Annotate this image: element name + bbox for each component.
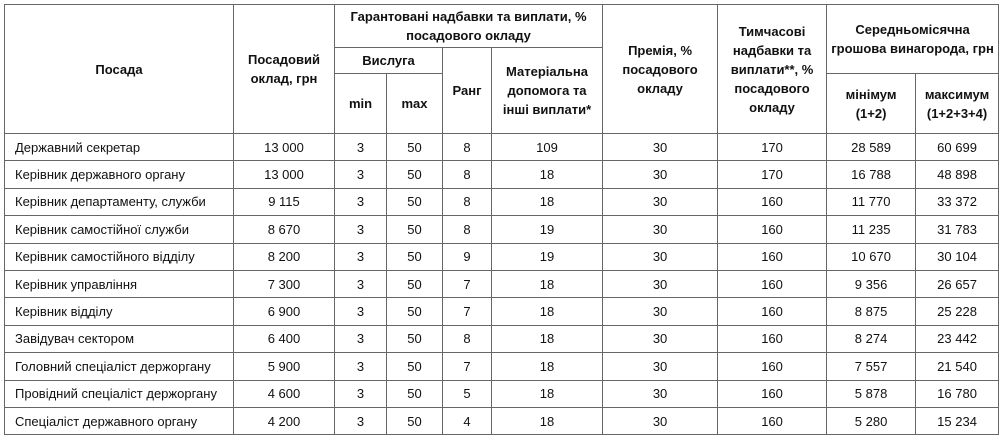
- cell-temp: 160: [718, 380, 827, 407]
- header-rank: Ранг: [443, 48, 492, 134]
- cell-position: Завідувач сектором: [5, 325, 234, 352]
- table-row: [5, 270, 999, 297]
- table-row: [5, 188, 999, 215]
- cell-max: 50: [387, 270, 443, 297]
- cell-rank: 8: [443, 188, 492, 215]
- cell-min: 3: [335, 353, 387, 380]
- cell-avg-max: 33 372: [916, 188, 999, 215]
- cell-position: Провідний спеціаліст держоргану: [5, 380, 234, 407]
- table-row: [5, 134, 999, 161]
- cell-avg-max: 60 699: [916, 134, 999, 161]
- cell-bonus: 30: [603, 325, 718, 352]
- cell-bonus: 30: [603, 161, 718, 188]
- cell-avg-max: 15 234: [916, 407, 999, 434]
- cell-aid: 19: [492, 243, 603, 270]
- cell-rank: 4: [443, 407, 492, 434]
- table-row: [5, 353, 999, 380]
- cell-salary: 4 200: [234, 407, 335, 434]
- cell-temp: 160: [718, 243, 827, 270]
- table-row: [5, 243, 999, 270]
- cell-salary: 5 900: [234, 353, 335, 380]
- cell-min: 3: [335, 216, 387, 243]
- cell-salary: 6 400: [234, 325, 335, 352]
- cell-rank: 9: [443, 243, 492, 270]
- header-guaranteed: Гарантовані надбавки та виплати, % посадового окладу: [335, 5, 603, 48]
- cell-avg-min: 28 589: [827, 134, 916, 161]
- header-bonus: Премія, % посадового окладу: [603, 5, 718, 134]
- table-header: [5, 5, 999, 134]
- cell-temp: 160: [718, 188, 827, 215]
- cell-position: Спеціаліст державного органу: [5, 407, 234, 434]
- cell-temp: 170: [718, 161, 827, 188]
- cell-position: Державний секретар: [5, 134, 234, 161]
- cell-position: Керівник самостійного відділу: [5, 243, 234, 270]
- cell-bonus: 30: [603, 188, 718, 215]
- cell-aid: 18: [492, 325, 603, 352]
- cell-avg-max: 48 898: [916, 161, 999, 188]
- cell-bonus: 30: [603, 216, 718, 243]
- header-temporary: Тимчасові надбавки та виплати**, % посадового окладу: [718, 5, 827, 134]
- cell-salary: 13 000: [234, 161, 335, 188]
- cell-avg-min: 8 274: [827, 325, 916, 352]
- cell-rank: 5: [443, 380, 492, 407]
- table-row: [5, 161, 999, 188]
- cell-temp: 160: [718, 298, 827, 325]
- cell-avg-max: 23 442: [916, 325, 999, 352]
- table-row: [5, 298, 999, 325]
- cell-aid: 109: [492, 134, 603, 161]
- cell-salary: 8 670: [234, 216, 335, 243]
- table-row: [5, 325, 999, 352]
- cell-temp: 160: [718, 353, 827, 380]
- cell-avg-min: 8 875: [827, 298, 916, 325]
- cell-aid: 18: [492, 380, 603, 407]
- cell-temp: 160: [718, 407, 827, 434]
- cell-min: 3: [335, 161, 387, 188]
- cell-aid: 18: [492, 353, 603, 380]
- table-row: [5, 407, 999, 434]
- cell-avg-max: 21 540: [916, 353, 999, 380]
- cell-salary: 9 115: [234, 188, 335, 215]
- cell-max: 50: [387, 353, 443, 380]
- cell-avg-min: 5 878: [827, 380, 916, 407]
- cell-min: 3: [335, 134, 387, 161]
- cell-max: 50: [387, 243, 443, 270]
- cell-avg-min: 11 770: [827, 188, 916, 215]
- cell-min: 3: [335, 270, 387, 297]
- cell-temp: 160: [718, 325, 827, 352]
- cell-bonus: 30: [603, 270, 718, 297]
- header-maximum: максимум (1+2+3+4): [916, 74, 999, 134]
- cell-avg-max: 25 228: [916, 298, 999, 325]
- cell-salary: 8 200: [234, 243, 335, 270]
- table-body: [5, 134, 999, 435]
- cell-aid: 18: [492, 188, 603, 215]
- cell-salary: 4 600: [234, 380, 335, 407]
- cell-avg-min: 7 557: [827, 353, 916, 380]
- cell-position: Керівник державного органу: [5, 161, 234, 188]
- cell-min: 3: [335, 380, 387, 407]
- table-row: [5, 216, 999, 243]
- cell-salary: 6 900: [234, 298, 335, 325]
- cell-aid: 18: [492, 298, 603, 325]
- cell-salary: 13 000: [234, 134, 335, 161]
- cell-avg-max: 30 104: [916, 243, 999, 270]
- cell-max: 50: [387, 188, 443, 215]
- cell-position: Головний спеціаліст держоргану: [5, 353, 234, 380]
- table-row: [5, 380, 999, 407]
- cell-salary: 7 300: [234, 270, 335, 297]
- cell-max: 50: [387, 380, 443, 407]
- header-material-aid: Матеріальна допомога та інші виплати*: [492, 48, 603, 134]
- cell-max: 50: [387, 161, 443, 188]
- cell-position: Керівник самостійної служби: [5, 216, 234, 243]
- cell-rank: 7: [443, 270, 492, 297]
- cell-bonus: 30: [603, 380, 718, 407]
- cell-bonus: 30: [603, 243, 718, 270]
- cell-min: 3: [335, 188, 387, 215]
- cell-max: 50: [387, 298, 443, 325]
- cell-min: 3: [335, 243, 387, 270]
- header-base-salary: Посадовий оклад, грн: [234, 5, 335, 134]
- cell-temp: 160: [718, 270, 827, 297]
- cell-bonus: 30: [603, 407, 718, 434]
- cell-aid: 18: [492, 161, 603, 188]
- cell-bonus: 30: [603, 298, 718, 325]
- cell-rank: 8: [443, 134, 492, 161]
- cell-avg-min: 10 670: [827, 243, 916, 270]
- cell-avg-min: 16 788: [827, 161, 916, 188]
- cell-avg-max: 16 780: [916, 380, 999, 407]
- cell-position: Керівник департаменту, служби: [5, 188, 234, 215]
- header-min: min: [335, 74, 387, 134]
- cell-max: 50: [387, 325, 443, 352]
- cell-rank: 7: [443, 353, 492, 380]
- cell-min: 3: [335, 298, 387, 325]
- cell-avg-max: 26 657: [916, 270, 999, 297]
- cell-max: 50: [387, 216, 443, 243]
- cell-aid: 18: [492, 270, 603, 297]
- cell-max: 50: [387, 407, 443, 434]
- cell-rank: 8: [443, 161, 492, 188]
- cell-temp: 160: [718, 216, 827, 243]
- header-minimum: мінімум (1+2): [827, 74, 916, 134]
- cell-rank: 8: [443, 325, 492, 352]
- cell-rank: 8: [443, 216, 492, 243]
- cell-temp: 170: [718, 134, 827, 161]
- cell-min: 3: [335, 407, 387, 434]
- cell-avg-max: 31 783: [916, 216, 999, 243]
- cell-aid: 19: [492, 216, 603, 243]
- cell-min: 3: [335, 325, 387, 352]
- cell-rank: 7: [443, 298, 492, 325]
- header-max: max: [387, 74, 443, 134]
- cell-aid: 18: [492, 407, 603, 434]
- header-position: Посада: [5, 5, 234, 134]
- cell-position: Керівник відділу: [5, 298, 234, 325]
- header-seniority: Вислуга: [335, 48, 443, 74]
- cell-avg-min: 9 356: [827, 270, 916, 297]
- cell-bonus: 30: [603, 353, 718, 380]
- header-avg-monthly: Середньомісячна грошова винагорода, грн: [827, 5, 999, 74]
- cell-avg-min: 11 235: [827, 216, 916, 243]
- cell-max: 50: [387, 134, 443, 161]
- cell-avg-min: 5 280: [827, 407, 916, 434]
- cell-position: Керівник управління: [5, 270, 234, 297]
- salary-table: [4, 4, 999, 435]
- cell-bonus: 30: [603, 134, 718, 161]
